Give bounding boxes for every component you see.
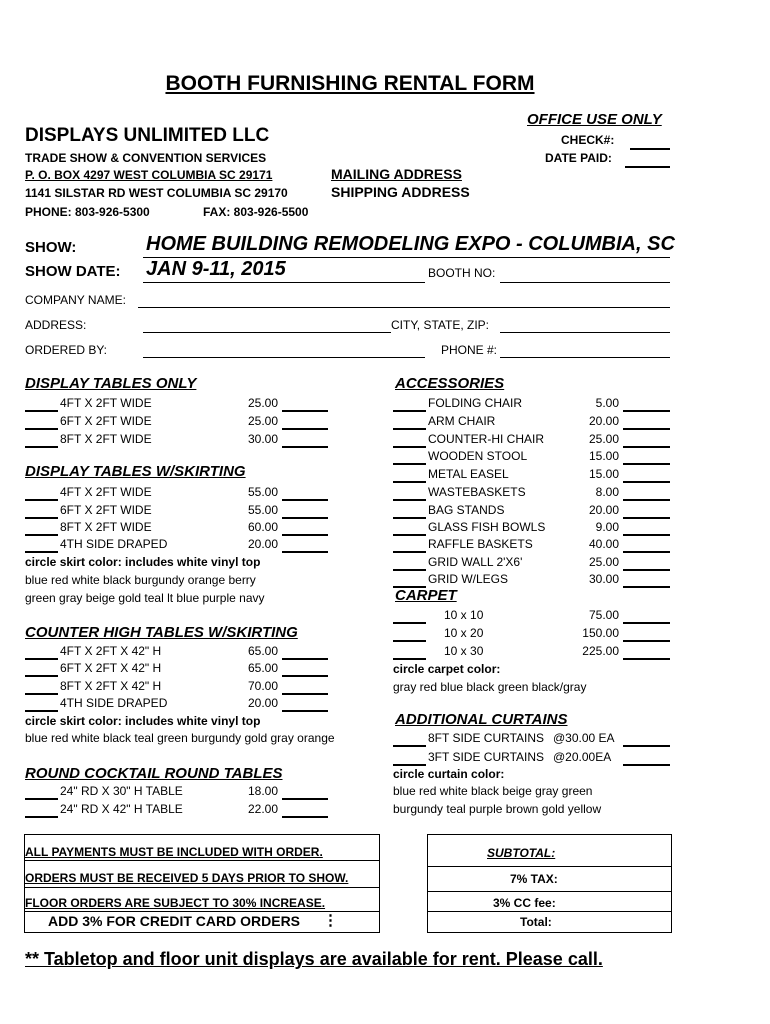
- item-price: 15.00: [588, 467, 619, 481]
- office-use-heading: OFFICE USE ONLY: [527, 111, 662, 128]
- item-label: 3FT SIDE CURTAINS: [428, 750, 545, 764]
- company-services: TRADE SHOW & CONVENTION SERVICES: [25, 151, 267, 165]
- qty-field[interactable]: [25, 487, 58, 501]
- skirting-table-row: [25, 503, 330, 519]
- carpet-row: [393, 608, 670, 624]
- item-label: ARM CHAIR: [428, 414, 496, 428]
- city-state-zip-field[interactable]: [500, 332, 670, 333]
- show-date-label: SHOW DATE:: [25, 263, 121, 280]
- cocktail-table-row: [25, 802, 330, 818]
- total-field[interactable]: [623, 505, 670, 519]
- qty-field[interactable]: [25, 663, 58, 677]
- total-field[interactable]: [623, 539, 670, 553]
- item-label: 6FT X 2FT X 42" H: [60, 661, 162, 675]
- item-price: 70.00: [247, 679, 278, 693]
- item-price: 8.00: [595, 485, 619, 499]
- show-label: SHOW:: [25, 239, 77, 256]
- item-label: 4TH SIDE DRAPED: [60, 696, 168, 710]
- skirt-color-note: circle skirt color: includes white vinyl top: [25, 555, 261, 569]
- phone-field[interactable]: [500, 357, 670, 358]
- carpet-heading: CARPET: [395, 587, 457, 604]
- cocktail-tables-heading: ROUND COCKTAIL ROUND TABLES: [25, 765, 283, 782]
- item-price: 18.00: [247, 784, 278, 798]
- item-price: 225.00: [582, 644, 619, 658]
- item-price: 15.00: [588, 449, 619, 463]
- total-field[interactable]: [282, 698, 328, 712]
- qty-field[interactable]: [25, 681, 58, 695]
- item-price: 25.00: [588, 432, 619, 446]
- accessory-row: [393, 414, 670, 430]
- skirting-table-row: [25, 537, 330, 553]
- total-field[interactable]: [623, 752, 670, 766]
- item-label: 4FT X 2FT WIDE: [60, 485, 152, 499]
- item-label: GLASS FISH BOWLS: [428, 520, 546, 534]
- payments-notice: ALL PAYMENTS MUST BE INCLUDED WITH ORDER.: [25, 845, 323, 859]
- show-date-line: [143, 282, 425, 283]
- item-price: 25.00: [247, 396, 278, 410]
- item-label: 10 x 30: [444, 644, 484, 658]
- company-fax: FAX: 803-926-5500: [203, 205, 309, 219]
- total-field[interactable]: [623, 574, 670, 588]
- address-field[interactable]: [143, 332, 391, 333]
- display-table-row: [25, 396, 330, 412]
- accessory-row: [393, 555, 670, 571]
- item-price: 55.00: [247, 503, 278, 517]
- total-field[interactable]: [623, 434, 670, 448]
- carpet-row: [393, 626, 670, 642]
- item-label: FOLDING CHAIR: [428, 396, 523, 410]
- divider: [24, 887, 379, 888]
- curtain-color-note: circle curtain color:: [393, 767, 505, 781]
- item-label: METAL EASEL: [428, 467, 509, 481]
- item-price: 30.00: [588, 572, 619, 586]
- accessory-row: [393, 396, 670, 412]
- qty-field[interactable]: [393, 398, 426, 412]
- company-name-field[interactable]: [138, 307, 670, 308]
- credit-card-notice: ADD 3% FOR CREDIT CARD ORDERS: [48, 913, 301, 929]
- item-label: 24" RD X 30" H TABLE: [60, 784, 183, 798]
- cocktail-table-row: [25, 784, 330, 800]
- qty-field[interactable]: [393, 610, 426, 624]
- qty-field[interactable]: [25, 398, 58, 412]
- date-paid-field[interactable]: [625, 154, 670, 168]
- counter-table-row: [25, 644, 330, 660]
- item-label: COUNTER-HI CHAIR: [428, 432, 544, 446]
- qty-field[interactable]: [25, 539, 58, 553]
- skirt-colors-2: green gray beige gold teal lt blue purple navy: [25, 591, 265, 605]
- display-table-row: [25, 432, 330, 448]
- item-price: @20.00EA: [553, 750, 612, 764]
- curtain-row: [393, 750, 670, 766]
- total-field[interactable]: [282, 681, 328, 695]
- counter-table-row: [25, 661, 330, 677]
- qty-field[interactable]: [393, 733, 426, 747]
- item-price: 20.00: [588, 503, 619, 517]
- item-price: 5.00: [595, 396, 619, 410]
- total-field[interactable]: [623, 398, 670, 412]
- qty-field[interactable]: [393, 416, 426, 430]
- mailing-address-label: MAILING ADDRESS: [331, 166, 462, 182]
- company-name-label: COMPANY NAME:: [25, 293, 126, 307]
- total-field[interactable]: [282, 398, 328, 412]
- item-label: WASTEBASKETS: [428, 485, 526, 499]
- qty-field[interactable]: [393, 487, 426, 501]
- item-label: RAFFLE BASKETS: [428, 537, 533, 551]
- shipping-address-label: SHIPPING ADDRESS: [331, 184, 470, 200]
- carpet-row: [393, 644, 670, 660]
- date-paid-label: DATE PAID:: [545, 151, 612, 165]
- total-field[interactable]: [623, 610, 670, 624]
- item-price: 40.00: [588, 537, 619, 551]
- accessory-row: [393, 572, 670, 588]
- total-field[interactable]: [623, 451, 670, 465]
- total-field[interactable]: [282, 416, 328, 430]
- total-field[interactable]: [623, 416, 670, 430]
- total-field[interactable]: [282, 487, 328, 501]
- item-label: 8FT X 2FT WIDE: [60, 520, 152, 534]
- counter-table-row: [25, 679, 330, 695]
- curtain-row: [393, 731, 670, 747]
- accessory-row: [393, 503, 670, 519]
- city-state-zip-label: CITY, STATE, ZIP:: [391, 318, 490, 332]
- cc-fee-label: 3% CC fee:: [493, 896, 556, 910]
- qty-field[interactable]: [25, 786, 58, 800]
- item-price: 75.00: [588, 608, 619, 622]
- item-price: 20.00: [247, 537, 278, 551]
- item-price: 20.00: [588, 414, 619, 428]
- divider: [427, 911, 671, 912]
- total-field[interactable]: [282, 434, 328, 448]
- check-field[interactable]: [630, 136, 670, 150]
- curtains-heading: ADDITIONAL CURTAINS: [395, 711, 568, 728]
- item-label: BAG STANDS: [428, 503, 505, 517]
- item-price: 65.00: [247, 661, 278, 675]
- total-field[interactable]: [623, 487, 670, 501]
- accessory-row: [393, 520, 670, 536]
- skirting-table-row: [25, 485, 330, 501]
- qty-field[interactable]: [25, 416, 58, 430]
- accessory-row: [393, 432, 670, 448]
- booth-no-field[interactable]: [500, 282, 670, 283]
- ellipsis-icon: ⋮: [323, 912, 338, 929]
- booth-no-label: BOOTH NO:: [428, 266, 496, 280]
- skirting-table-row: [25, 520, 330, 536]
- company-phone: PHONE: 803-926-5300: [25, 205, 150, 219]
- item-label: 8FT X 2FT WIDE: [60, 432, 152, 446]
- total-field[interactable]: [282, 646, 328, 660]
- item-label: GRID WALL 2'X6': [428, 555, 523, 569]
- item-price: 25.00: [588, 555, 619, 569]
- item-price: @30.00 EA: [553, 731, 615, 745]
- curtain-colors-2: burgundy teal purple brown gold yellow: [393, 802, 602, 816]
- item-price: 30.00: [247, 432, 278, 446]
- counter-tables-heading: COUNTER HIGH TABLES W/SKIRTING: [25, 624, 298, 641]
- qty-field[interactable]: [393, 646, 426, 660]
- footer-note: ** Tabletop and floor unit displays are available for rent. Please call.: [25, 949, 603, 969]
- item-label: 10 x 10: [444, 608, 484, 622]
- item-price: 150.00: [582, 626, 619, 640]
- orders-notice: ORDERS MUST BE RECEIVED 5 DAYS PRIOR TO SHOW.: [25, 871, 349, 885]
- item-price: 60.00: [247, 520, 278, 534]
- company-street: 1141 SILSTAR RD WEST COLUMBIA SC 29170: [25, 186, 288, 200]
- qty-field[interactable]: [25, 522, 58, 536]
- company-po-box: P. O. BOX 4297 WEST COLUMBIA SC 29171: [25, 168, 273, 182]
- accessory-row: [393, 467, 670, 483]
- skirting-tables-heading: DISPLAY TABLES W/SKIRTING: [25, 463, 246, 480]
- phone-label: PHONE #:: [441, 343, 498, 357]
- total-field[interactable]: [623, 733, 670, 747]
- qty-field[interactable]: [25, 505, 58, 519]
- qty-field[interactable]: [393, 469, 426, 483]
- total-field[interactable]: [282, 804, 328, 818]
- total-field[interactable]: [623, 557, 670, 571]
- total-label: Total:: [520, 915, 552, 929]
- divider: [427, 866, 671, 867]
- curtain-colors-1: blue red white black beige gray green: [393, 784, 593, 798]
- qty-field[interactable]: [393, 522, 426, 536]
- total-field[interactable]: [282, 786, 328, 800]
- item-price: 9.00: [595, 520, 619, 534]
- item-label: 10 x 20: [444, 626, 484, 640]
- qty-field[interactable]: [393, 628, 426, 642]
- qty-field[interactable]: [25, 804, 58, 818]
- item-price: 65.00: [247, 644, 278, 658]
- qty-field[interactable]: [393, 539, 426, 553]
- counter-skirt-colors: blue red white black teal green burgundy gold gray orange: [25, 731, 335, 745]
- divider: [24, 860, 379, 861]
- total-field[interactable]: [282, 663, 328, 677]
- qty-field[interactable]: [393, 557, 426, 571]
- qty-field[interactable]: [25, 698, 58, 712]
- subtotal-label: SUBTOTAL:: [487, 846, 556, 860]
- accessory-row: [393, 537, 670, 553]
- divider: [427, 891, 671, 892]
- ordered-by-label: ORDERED BY:: [25, 343, 108, 357]
- qty-field[interactable]: [393, 574, 426, 588]
- ordered-by-field[interactable]: [143, 357, 425, 358]
- item-label: 4TH SIDE DRAPED: [60, 537, 168, 551]
- total-field[interactable]: [623, 522, 670, 536]
- floor-orders-notice: FLOOR ORDERS ARE SUBJECT TO 30% INCREASE.: [25, 896, 326, 910]
- qty-field[interactable]: [393, 451, 426, 465]
- item-price: 22.00: [247, 802, 278, 816]
- item-label: 8FT SIDE CURTAINS: [428, 731, 545, 745]
- qty-field[interactable]: [393, 752, 426, 766]
- form-title: BOOTH FURNISHING RENTAL FORM: [165, 72, 535, 95]
- item-price: 25.00: [247, 414, 278, 428]
- item-label: GRID W/LEGS: [428, 572, 509, 586]
- check-label: CHECK#:: [561, 133, 615, 147]
- item-price: 55.00: [247, 485, 278, 499]
- qty-field[interactable]: [393, 434, 426, 448]
- item-label: 8FT X 2FT X 42" H: [60, 679, 162, 693]
- item-label: 4FT X 2FT X 42" H: [60, 644, 162, 658]
- display-tables-heading: DISPLAY TABLES ONLY: [25, 375, 197, 392]
- qty-field[interactable]: [25, 646, 58, 660]
- item-label: 4FT X 2FT WIDE: [60, 396, 152, 410]
- company-name: DISPLAYS UNLIMITED LLC: [25, 125, 270, 146]
- counter-table-row: [25, 696, 330, 712]
- total-field[interactable]: [623, 646, 670, 660]
- total-field[interactable]: [282, 522, 328, 536]
- display-table-row: [25, 414, 330, 430]
- item-label: 6FT X 2FT WIDE: [60, 503, 152, 517]
- carpet-colors: gray red blue black green black/gray: [393, 680, 587, 694]
- item-label: 24" RD X 42" H TABLE: [60, 802, 183, 816]
- accessory-row: [393, 449, 670, 465]
- carpet-color-note: circle carpet color:: [393, 662, 501, 676]
- total-field[interactable]: [623, 628, 670, 642]
- item-label: 6FT X 2FT WIDE: [60, 414, 152, 428]
- accessories-heading: ACCESSORIES: [395, 375, 505, 392]
- address-label: ADDRESS:: [25, 318, 87, 332]
- qty-field[interactable]: [25, 434, 58, 448]
- total-field[interactable]: [623, 469, 670, 483]
- show-name: HOME BUILDING REMODELING EXPO - COLUMBIA, SC: [146, 233, 675, 255]
- item-label: WOODEN STOOL: [428, 449, 528, 463]
- qty-field[interactable]: [393, 505, 426, 519]
- total-field[interactable]: [282, 539, 328, 553]
- item-price: 20.00: [247, 696, 278, 710]
- show-date: JAN 9-11, 2015: [146, 258, 286, 280]
- accessory-row: [393, 485, 670, 501]
- skirt-colors-1: blue red white black burgundy orange berry: [25, 573, 256, 587]
- tax-label: 7% TAX:: [510, 872, 558, 886]
- counter-skirt-note: circle skirt color: includes white vinyl top: [25, 714, 261, 728]
- total-field[interactable]: [282, 505, 328, 519]
